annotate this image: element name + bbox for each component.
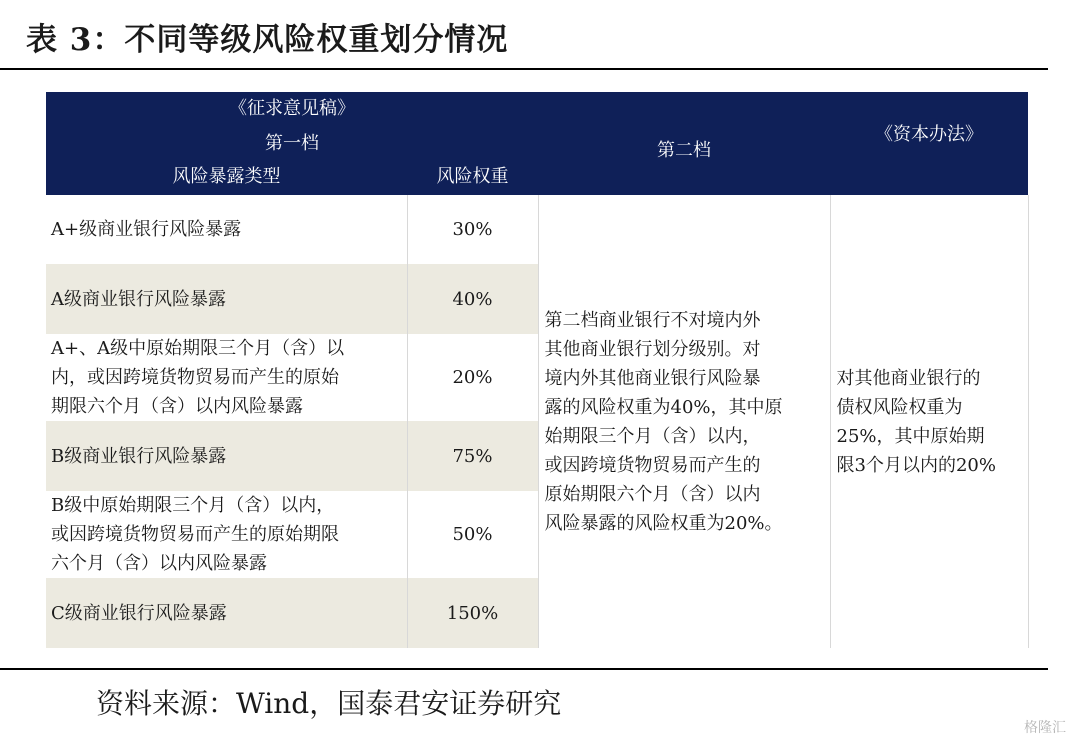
header-capital-label: 《资本办法》: [875, 124, 983, 145]
capital-rule-text: 对其他商业银行的 债权风险权重为 25%，其中原始期 限3个月以内的20%: [830, 195, 1028, 648]
source-note: 资料来源：Wind，国泰君安证券研究: [96, 687, 562, 720]
header-col-weight: 风险权重: [436, 166, 509, 187]
row-weight: 150%: [407, 578, 538, 648]
page-title: 表 3：不同等级风险权重划分情况: [26, 22, 509, 58]
header-tier2: [538, 92, 830, 195]
tier2-text: 第二档商业银行不对境内外 其他商业银行划分级别。对 境内外其他商业银行风险暴 露的风险权重为40%，其中原 始期限三个月（含）以内， 或因跨境货物贸易而产生的 原始期限六个月（含）以内 风险暴露的风险权重为20%。: [538, 195, 830, 648]
row-type: B级中原始期限三个月（含）以内， 或因跨境货物贸易而产生的原始期限 六个月（含）以内风险暴露: [46, 491, 407, 578]
header-tier1-label: 第一档: [265, 133, 319, 154]
top-rule: [0, 68, 1048, 70]
row-type: A+级商业银行风险暴露: [46, 195, 407, 264]
row-weight: 50%: [407, 491, 538, 578]
risk-weight-table: [46, 92, 1029, 648]
header-capital: [830, 92, 1028, 195]
row-type: C级商业银行风险暴露: [46, 578, 407, 648]
row-weight: 75%: [407, 421, 538, 491]
row-type: B级商业银行风险暴露: [46, 421, 407, 491]
watermark-logo: 格隆汇: [1024, 720, 1066, 736]
header-col-type: 风险暴露类型: [172, 166, 281, 187]
row-weight: 40%: [407, 264, 538, 334]
row-type: A+、A级中原始期限三个月（含）以 内，或因跨境货物贸易而产生的原始 期限六个月（含）以内风险暴露: [46, 334, 407, 421]
header-group-label: 《征求意见稿》: [229, 98, 355, 119]
row-weight: 20%: [407, 334, 538, 421]
table-row: [46, 195, 1028, 264]
header-row: [46, 92, 1028, 195]
row-type: A级商业银行风险暴露: [46, 264, 407, 334]
header-draft-group: [46, 92, 538, 195]
bottom-rule: [0, 668, 1048, 670]
row-weight: 30%: [407, 195, 538, 264]
header-tier2-label: 第二档: [657, 140, 711, 161]
